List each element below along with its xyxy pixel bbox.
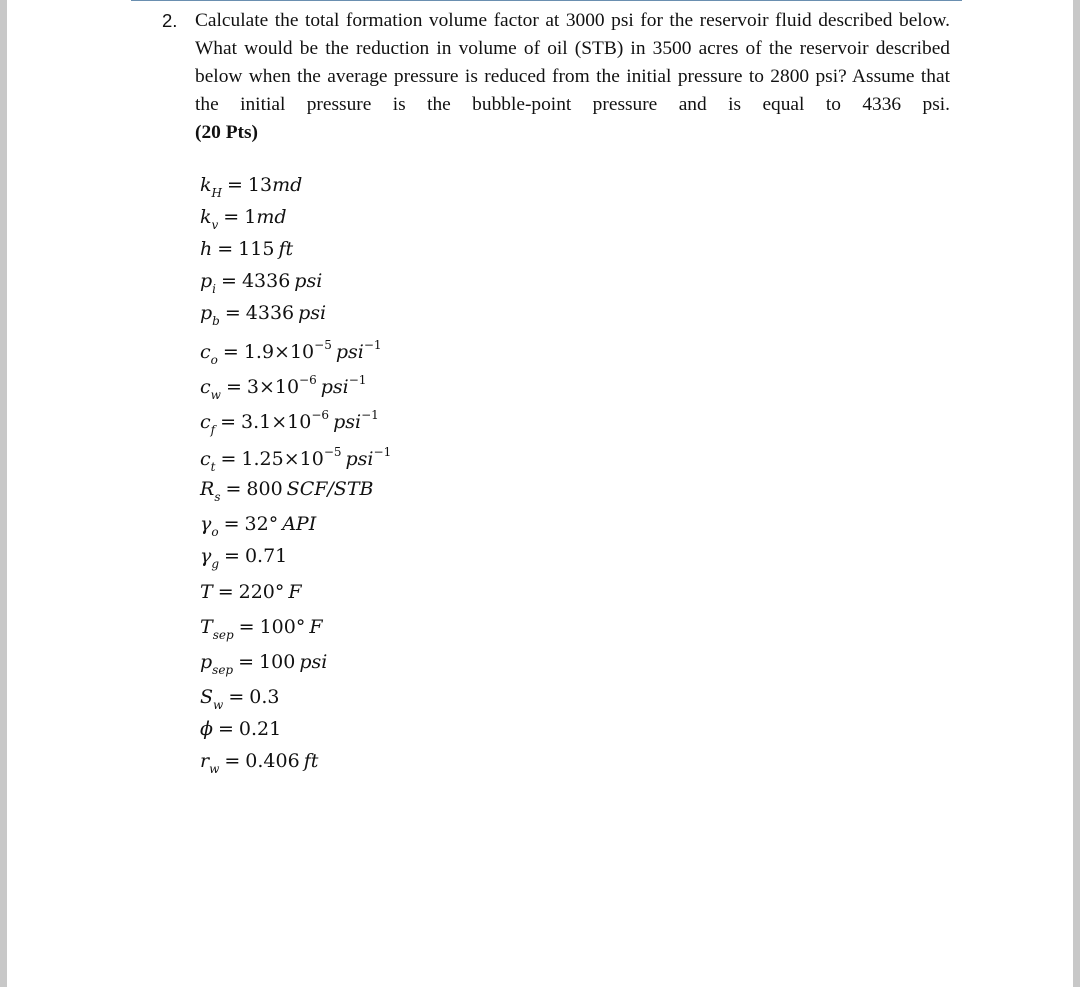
param-symbol: p [200, 651, 213, 673]
param-unit: md [256, 206, 287, 228]
top-rule [131, 0, 962, 1]
param-value: 3×10 [246, 376, 300, 398]
problem-block [162, 7, 950, 147]
param-row: $p_{sep} = 100$ psi [200, 651, 328, 677]
param-row: $\gamma_o = 32^\circ$ API [200, 513, 317, 539]
param-value: 4336 [241, 270, 291, 292]
param-value: 0.406 [245, 750, 300, 772]
param-unit: SCF/STB [286, 478, 374, 500]
param-symbol: R [200, 478, 215, 500]
param-unit: psi [298, 302, 327, 324]
param-value: 4336 [245, 302, 295, 324]
param-value: 32° [244, 513, 279, 535]
param-value: 3.1×10 [241, 411, 312, 433]
param-symbol: k [200, 174, 212, 196]
param-symbol: r [200, 750, 210, 772]
param-symbol: γ [200, 513, 212, 535]
param-exponent: −6 [299, 373, 317, 387]
param-unit-exponent: −1 [361, 408, 379, 422]
param-value: 100° [259, 616, 306, 638]
param-unit: psi [299, 651, 328, 673]
param-unit: API [282, 513, 317, 535]
param-value: 115 [238, 238, 275, 260]
param-unit-exponent: −1 [373, 445, 392, 459]
param-row: $p_b = 4336$ psi [200, 302, 327, 328]
param-symbol: T [200, 581, 213, 603]
param-unit: md [272, 174, 303, 196]
problem-statement: Calculate the total formation volume factor at 3000 psi for the reservoir fluid described below. What would be the reduction in volume of oil (STB) in 3500 acres of the reservoir described below when the average pressure is reduced from the initial pressure to 2800 psi? Assume that the initial pressure is the bubble-point pressure and is equal to 4336 psi. [195, 10, 950, 115]
param-subscript: H [211, 186, 222, 200]
param-value: 220° [238, 581, 285, 603]
param-symbol: ϕ [200, 718, 213, 740]
param-symbol: p [200, 270, 213, 292]
param-symbol: γ [200, 545, 212, 567]
param-row: $S_w = 0.3$ [200, 686, 280, 712]
param-unit: psi [320, 376, 349, 398]
param-subscript: v [211, 218, 219, 232]
document-page [7, 0, 1073, 987]
param-exponent: −5 [314, 338, 332, 352]
param-subscript: w [213, 698, 224, 712]
param-row: h = 115 ft [200, 238, 294, 260]
param-row: T = 220° F [200, 581, 302, 603]
param-value: 0.71 [244, 545, 288, 567]
param-subscript: f [210, 423, 216, 437]
param-row: $k_v = 1md$ [200, 206, 287, 232]
param-symbol: S [200, 686, 214, 708]
param-subscript: o [210, 353, 218, 367]
param-subscript: w [209, 762, 220, 776]
param-symbol: c [200, 448, 211, 470]
param-row: $c_f = 3.1\times 10^{-6}$ psi$^{-1}$ [200, 408, 379, 437]
param-subscript: b [212, 314, 220, 328]
param-value: 0.21 [238, 718, 282, 740]
param-value: 1.25×10 [241, 448, 324, 470]
param-subscript: o [211, 525, 219, 539]
param-subscript: w [210, 388, 221, 402]
param-unit: ft [303, 750, 319, 772]
param-unit-exponent: −1 [363, 338, 382, 352]
param-unit: ft [278, 238, 294, 260]
param-unit-exponent: −1 [348, 373, 367, 387]
param-subscript: sep [212, 663, 234, 677]
param-unit: F [288, 581, 302, 603]
param-row: $c_o = 1.9\times 10^{-5}$ psi$^{-1}$ [200, 338, 382, 367]
param-row: $c_t = 1.25\times 10^{-5}$ psi$^{-1}$ [200, 445, 392, 474]
problem-number: 2. [162, 10, 178, 31]
param-row: $p_i = 4336$ psi [200, 270, 323, 296]
param-subscript: g [211, 557, 220, 571]
param-row: $c_w = 3\times 10^{-6}$ psi$^{-1}$ [200, 373, 367, 402]
param-symbol: c [200, 411, 211, 433]
param-subscript: i [212, 282, 217, 296]
param-symbol: c [200, 341, 211, 363]
param-unit: psi [345, 448, 374, 470]
param-value: 13 [247, 174, 273, 196]
param-unit: psi [335, 341, 364, 363]
param-value: 800 [246, 478, 283, 500]
param-unit: psi [333, 411, 362, 433]
param-row: $\gamma_g = 0.71$ [200, 545, 288, 571]
param-symbol: h [200, 238, 213, 260]
param-symbol: k [200, 206, 212, 228]
param-unit: F [309, 616, 323, 638]
param-symbol: p [200, 302, 213, 324]
param-subscript: s [214, 490, 221, 504]
param-row: $k_H = 13md$ [200, 174, 303, 200]
param-row: $R_s = 800$ SCF/STB [200, 478, 374, 504]
param-row: $r_w = 0.406$ ft [200, 750, 319, 776]
param-symbol: T [200, 616, 213, 638]
param-value: 1.9×10 [243, 341, 315, 363]
param-subscript: sep [212, 628, 234, 642]
problem-points: (20 Pts) [195, 122, 259, 143]
param-row: ϕ = 0.21 [200, 718, 282, 740]
param-subscript: t [210, 460, 216, 474]
param-exponent: −5 [323, 445, 342, 459]
param-row: $T_{sep} = 100^\circ$ F [200, 616, 323, 642]
param-symbol: c [200, 376, 211, 398]
param-unit: psi [294, 270, 323, 292]
param-exponent: −6 [311, 408, 330, 422]
param-value: 100 [259, 651, 296, 673]
param-value: 0.3 [249, 686, 280, 708]
param-value: 1 [244, 206, 257, 228]
